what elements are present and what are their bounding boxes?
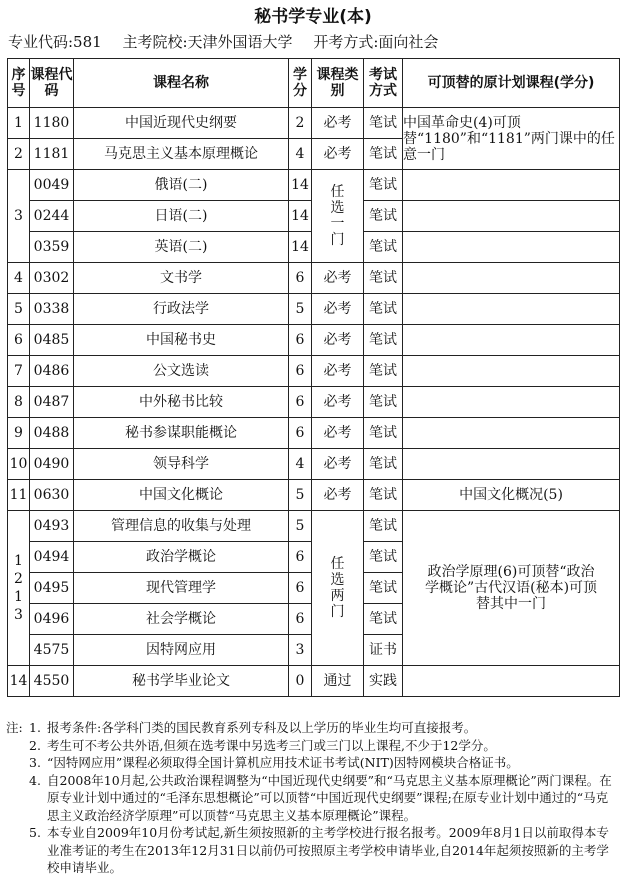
cell-credit: 14 — [289, 232, 312, 263]
cell-category — [312, 170, 364, 263]
cell-exam: 笔试 — [364, 294, 403, 325]
table-row — [8, 263, 620, 294]
cell-category: 必考 — [312, 108, 364, 139]
cell-credit: 4 — [289, 139, 312, 170]
table-header-row — [8, 59, 620, 108]
cell-substitute — [403, 387, 620, 418]
cell-exam: 实践 — [364, 666, 403, 697]
cell-seq: 8 — [8, 387, 30, 418]
cell-name: 中国近现代史纲要 — [74, 108, 289, 139]
cell-code: 1180 — [30, 108, 74, 139]
cell-name: 现代管理学 — [74, 573, 289, 604]
cell-credit: 5 — [289, 294, 312, 325]
header-credit: 学分 — [289, 59, 312, 108]
table-row — [8, 356, 620, 387]
note-text: 本专业自2009年10月份考试起,新生须按照新的主考学校进行报名报考。2009年8月1日以前取得本专业准考证的考生在2013年12月31日以前仍可按照原主考学校申请毕业,自2014年起须按照新的主考学校申请毕业。 — [47, 825, 609, 875]
cell-exam: 笔试 — [364, 511, 403, 542]
table-row — [8, 666, 620, 697]
cell-credit: 6 — [289, 356, 312, 387]
note-text: “因特网应用”课程必须取得全国计算机应用技术证书考试(NIT)因特网模块合格证书。 — [47, 755, 519, 770]
cell-code: 1181 — [30, 139, 74, 170]
cell-exam: 笔试 — [364, 418, 403, 449]
cell-code: 4550 — [30, 666, 74, 697]
cell-name: 中外秘书比较 — [74, 387, 289, 418]
cell-name: 中国秘书史 — [74, 325, 289, 356]
cell-name: 英语(二) — [74, 232, 289, 263]
cell-code: 0495 — [30, 573, 74, 604]
cell-seq: 6 — [8, 325, 30, 356]
table-row — [8, 418, 620, 449]
cell-category: 必考 — [312, 325, 364, 356]
cell-credit: 5 — [289, 480, 312, 511]
cell-name: 日语(二) — [74, 201, 289, 232]
cell-category: 必考 — [312, 139, 364, 170]
cell-exam: 笔试 — [364, 232, 403, 263]
cell-substitute: 中国革命史(4)可顶替“1180”和“1181”两门课中的任意一门 — [403, 108, 620, 170]
cell-name: 秘书参谋职能概论 — [74, 418, 289, 449]
cell-exam: 笔试 — [364, 356, 403, 387]
cell-substitute — [403, 170, 620, 201]
cell-code: 0486 — [30, 356, 74, 387]
notes-section — [6, 719, 620, 877]
course-table — [7, 58, 620, 697]
cell-seq: 7 — [8, 356, 30, 387]
cell-code: 0338 — [30, 294, 74, 325]
cell-code: 0493 — [30, 511, 74, 542]
note-number: 2. — [29, 737, 41, 753]
table-row — [8, 108, 620, 139]
cell-category: 必考 — [312, 356, 364, 387]
cell-exam: 证书 — [364, 635, 403, 666]
header-name: 课程名称 — [74, 59, 289, 108]
cell-credit: 6 — [289, 263, 312, 294]
cell-name: 因特网应用 — [74, 635, 289, 666]
cell-substitute — [403, 449, 620, 480]
category-vertical: 任选一门 — [330, 184, 345, 248]
cell-seq — [8, 511, 30, 666]
cell-credit: 6 — [289, 573, 312, 604]
note-text: 考生可不考公共外语,但须在选考课中另选考三门或三门以上课程,不少于12学分。 — [47, 737, 496, 753]
cell-substitute: 政治学原理(6)可顶替“政治学概论”古代汉语(秘本)可顶替其中一门 — [403, 511, 620, 666]
cell-exam: 笔试 — [364, 604, 403, 635]
note-text: 自2008年10月起,公共政治课程调整为“中国近现代史纲要”和“马克思主义基本原理概论”两门课程。在原专业计划中通过的“毛泽东思想概论”可以顶替“中国近现代史纲要”课程;在原专业计划中通过的“马克思主义政治经济学原理”可以顶替“马克思主义基本原理概论”课程。 — [47, 772, 612, 823]
cell-code: 0496 — [30, 604, 74, 635]
cell-category: 必考 — [312, 449, 364, 480]
cell-exam: 笔试 — [364, 201, 403, 232]
major-code: 专业代码:581 — [8, 33, 102, 51]
cell-code: 0490 — [30, 449, 74, 480]
cell-name: 行政法学 — [74, 294, 289, 325]
cell-code: 0488 — [30, 418, 74, 449]
cell-seq: 2 — [8, 139, 30, 170]
cell-name: 中国文化概论 — [74, 480, 289, 511]
cell-category: 必考 — [312, 418, 364, 449]
cell-name: 政治学概论 — [74, 542, 289, 573]
cell-code: 0302 — [30, 263, 74, 294]
cell-exam: 笔试 — [364, 542, 403, 573]
cell-code: 0359 — [30, 232, 74, 263]
cell-substitute — [403, 325, 620, 356]
note-number: 3. — [29, 755, 41, 770]
cell-credit: 6 — [289, 325, 312, 356]
note-item — [6, 824, 620, 877]
header-code: 课程代码 — [30, 59, 74, 108]
cell-seq: 11 — [8, 480, 30, 511]
cell-credit: 14 — [289, 170, 312, 201]
note-item — [6, 772, 620, 825]
cell-name: 文书学 — [74, 263, 289, 294]
category-vertical: 任选两门 — [330, 556, 345, 620]
cell-credit: 2 — [289, 108, 312, 139]
cell-code: 0494 — [30, 542, 74, 573]
cell-credit: 6 — [289, 542, 312, 573]
note-item — [6, 737, 620, 755]
cell-credit: 6 — [289, 418, 312, 449]
table-row — [8, 170, 620, 201]
cell-credit: 6 — [289, 604, 312, 635]
table-row — [8, 449, 620, 480]
page-title: 秘书学专业(本) — [254, 7, 372, 27]
note-item — [6, 754, 620, 772]
cell-code: 0244 — [30, 201, 74, 232]
cell-credit: 5 — [289, 511, 312, 542]
cell-exam: 笔试 — [364, 170, 403, 201]
cell-credit: 6 — [289, 387, 312, 418]
table-row — [8, 387, 620, 418]
header-category: 课程类别 — [312, 59, 364, 108]
cell-exam: 笔试 — [364, 263, 403, 294]
cell-credit: 0 — [289, 666, 312, 697]
cell-name: 社会学概论 — [74, 604, 289, 635]
cell-credit: 3 — [289, 635, 312, 666]
cell-category: 必考 — [312, 480, 364, 511]
cell-exam: 笔试 — [364, 325, 403, 356]
note-text: 报考条件:各学科门类的国民教育系列专科及以上学历的毕业生均可直接报考。 — [47, 720, 477, 735]
table-row — [8, 511, 620, 542]
cell-exam: 笔试 — [364, 108, 403, 139]
cell-seq: 9 — [8, 418, 30, 449]
cell-seq: 10 — [8, 449, 30, 480]
cell-substitute — [403, 666, 620, 697]
cell-substitute — [403, 294, 620, 325]
note-number: 1. — [29, 720, 41, 735]
cell-name: 马克思主义基本原理概论 — [74, 139, 289, 170]
cell-substitute — [403, 263, 620, 294]
cell-code: 0630 — [30, 480, 74, 511]
note-item — [6, 719, 620, 737]
cell-credit: 4 — [289, 449, 312, 480]
cell-code: 0485 — [30, 325, 74, 356]
cell-exam: 笔试 — [364, 387, 403, 418]
cell-exam: 笔试 — [364, 139, 403, 170]
cell-category: 必考 — [312, 263, 364, 294]
cell-name: 秘书学毕业论文 — [74, 666, 289, 697]
header-seq: 序号 — [8, 59, 30, 108]
cell-category: 通过 — [312, 666, 364, 697]
notes-label: 注: — [6, 720, 23, 735]
cell-seq: 14 — [8, 666, 30, 697]
seq-vertical: 12 13 — [14, 553, 23, 623]
major-info — [8, 31, 454, 52]
cell-substitute: 中国文化概况(5) — [403, 480, 620, 511]
cell-substitute — [403, 232, 620, 263]
cell-category: 必考 — [312, 294, 364, 325]
cell-name: 俄语(二) — [74, 170, 289, 201]
cell-seq: 3 — [8, 170, 30, 263]
table-row — [8, 294, 620, 325]
cell-exam: 笔试 — [364, 449, 403, 480]
cell-name: 公文选读 — [74, 356, 289, 387]
header-exam: 考试方式 — [364, 59, 403, 108]
cell-code: 0049 — [30, 170, 74, 201]
note-number: 5. — [29, 825, 41, 840]
exam-school: 主考院校:天津外国语大学 — [122, 33, 293, 51]
header-substitute: 可顶替的原计划课程(学分) — [403, 59, 620, 108]
cell-substitute — [403, 418, 620, 449]
cell-category — [312, 511, 364, 666]
note-number: 4. — [29, 772, 41, 788]
cell-code: 0487 — [30, 387, 74, 418]
table-row — [8, 325, 620, 356]
cell-seq: 5 — [8, 294, 30, 325]
cell-seq: 4 — [8, 263, 30, 294]
cell-name: 管理信息的收集与处理 — [74, 511, 289, 542]
cell-seq: 1 — [8, 108, 30, 139]
cell-code: 4575 — [30, 635, 74, 666]
cell-exam: 笔试 — [364, 480, 403, 511]
cell-substitute — [403, 201, 620, 232]
cell-name: 领导科学 — [74, 449, 289, 480]
cell-substitute — [403, 356, 620, 387]
exam-mode: 开考方式:面向社会 — [313, 33, 439, 51]
cell-exam: 笔试 — [364, 573, 403, 604]
table-row — [8, 480, 620, 511]
cell-category: 必考 — [312, 387, 364, 418]
cell-credit: 14 — [289, 201, 312, 232]
